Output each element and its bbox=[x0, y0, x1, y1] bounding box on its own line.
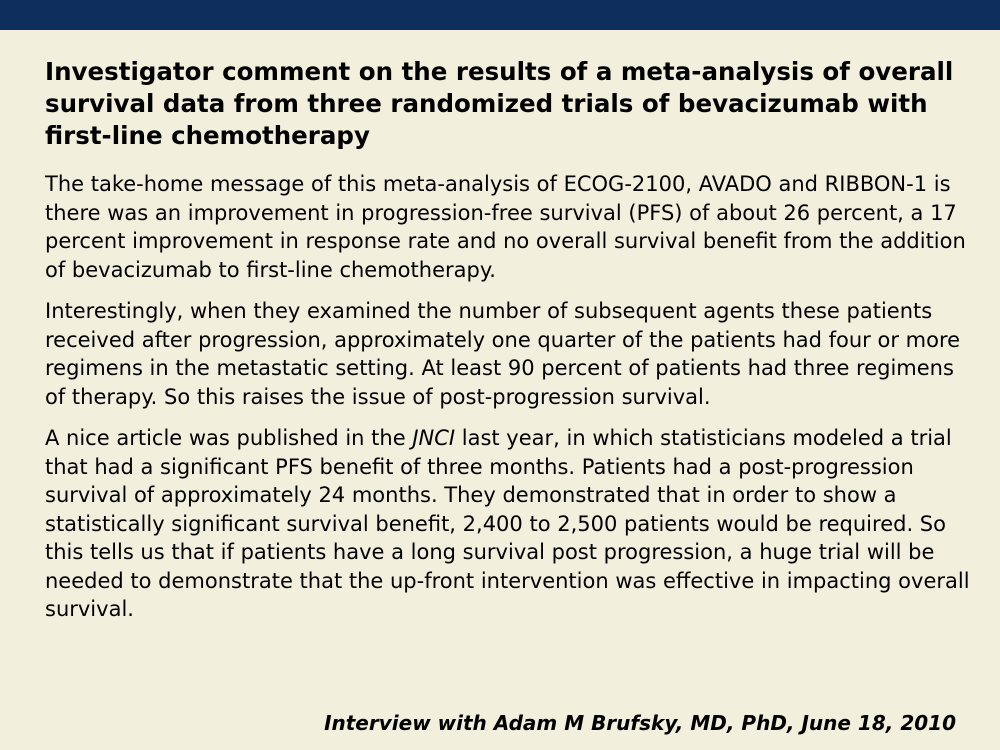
paragraph-2: Interestingly, when they examined the number of subsequent agents these patients received after progression, approximately one quarter of the patients had four or more regimens in the metastatic setting. At least 90 percent of patients had three regimens of therapy. So this raises the issue of post-progression survival. bbox=[45, 299, 961, 409]
paragraph-3-lead: A nice article was published in the bbox=[45, 426, 413, 450]
paragraph-3 bbox=[45, 424, 975, 624]
header-bar bbox=[0, 0, 1000, 30]
slide-title: Investigator comment on the results of a meta-analysis of overall survival data from three randomized trials of bevacizumab with first-line chemotherapy bbox=[45, 57, 954, 150]
paragraph-1: The take-home message of this meta-analysis of ECOG-2100, AVADO and RIBBON-1 is there was an improvement in progression-free survival (PFS) of about 26 percent, a 17 percent improvement in response rate and no overall survival benefit from the addition of bevacizumab to first-line chemotherapy. bbox=[45, 172, 966, 282]
paragraph-3-rest: last year, in which statisticians modeled a trial that had a significant PFS benefit of three months. Patients had a post-progression survival of approximately 24 months. They demonstrated that in order to show a statistically significant survival benefit, 2,400 to 2,500 patients would be required. So this tells us that if patients have a long survival post progression, a huge trial will be needed to demonstrate that the up-front intervention was effective in impacting overall survival. bbox=[45, 426, 970, 621]
journal-name: JNCI bbox=[412, 426, 456, 450]
slide-body bbox=[45, 170, 975, 637]
interview-citation: Interview with Adam M Brufsky, MD, PhD, June 18, 2010 bbox=[324, 711, 956, 735]
